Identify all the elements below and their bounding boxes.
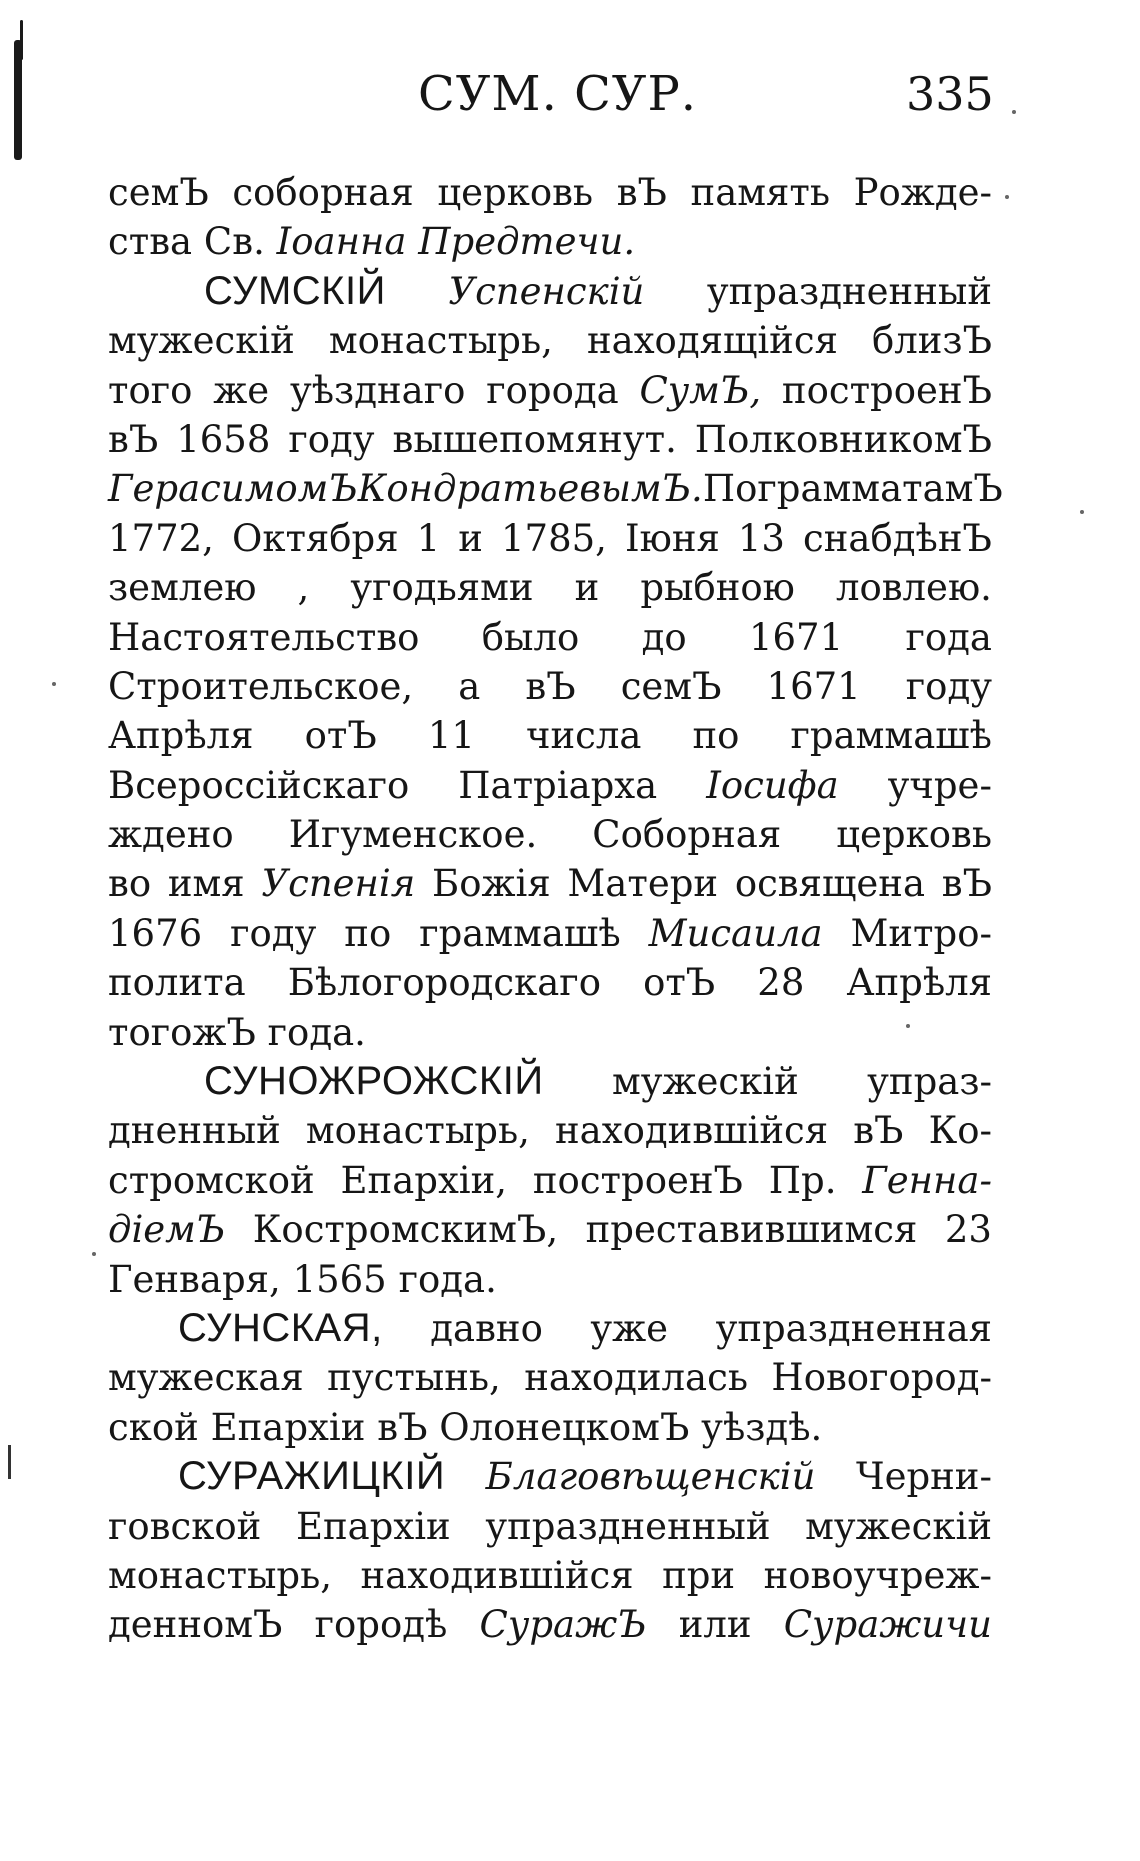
word: Черни- — [855, 1455, 992, 1499]
word: По — [702, 467, 758, 511]
word: ловлею. — [835, 566, 992, 610]
word: 1671 — [766, 664, 861, 708]
word: новоучреж- — [763, 1553, 992, 1597]
text-line — [108, 810, 992, 859]
word: было — [481, 615, 580, 659]
word: 13 — [737, 516, 785, 560]
text-line — [108, 1205, 992, 1254]
running-head: СУМ. СУР. — [418, 66, 698, 122]
word: Св. — [203, 220, 265, 264]
word: отЪ — [643, 961, 716, 1005]
word: 1785, — [500, 516, 607, 560]
word: находившійся — [555, 1109, 829, 1153]
text-line — [108, 1502, 992, 1551]
entry-heading: СУРАЖИЦКІЙ — [178, 1454, 446, 1499]
word: 1676 — [108, 911, 203, 955]
word: близЪ — [871, 319, 992, 363]
word: Божія — [432, 862, 551, 906]
page-body-text — [108, 168, 1003, 1650]
word: Генваря, — [108, 1257, 281, 1301]
word: денномЪ — [108, 1603, 283, 1647]
paper-speck — [52, 682, 56, 686]
word: Строительское, — [108, 664, 414, 708]
text-line — [108, 958, 992, 1007]
word: города — [486, 368, 619, 412]
word: того — [108, 368, 193, 412]
word: рыбною — [640, 566, 795, 610]
word: году — [905, 664, 992, 708]
binding-edge-mark-top — [20, 20, 23, 60]
word: ства — [108, 220, 193, 264]
word: вышепомянут. — [392, 417, 677, 461]
word: мужескій — [108, 319, 295, 363]
word: находилась — [524, 1356, 748, 1400]
word: упраздненный — [485, 1504, 771, 1548]
text-line — [108, 1156, 992, 1205]
word: Пр. — [768, 1158, 837, 1202]
word: и — [458, 516, 483, 560]
word: монастырь, — [328, 319, 553, 363]
word: 1565 — [292, 1257, 387, 1301]
text-line — [108, 316, 992, 365]
word: граммашѣ — [790, 714, 992, 758]
page-header — [0, 64, 1140, 124]
word: Бѣлогородскаго — [287, 961, 601, 1005]
word: мужеская — [108, 1356, 304, 1400]
word: 23 — [944, 1208, 992, 1252]
word: Октября — [232, 516, 399, 560]
italic-word: Іосифа — [706, 763, 839, 807]
word: мужескій — [611, 1060, 799, 1104]
text-line — [108, 1353, 992, 1402]
word: числа — [526, 714, 642, 758]
italic-word: ГерасимомЪ — [108, 467, 358, 511]
italic-word: Успенія — [261, 862, 416, 906]
word: освящена — [734, 862, 925, 906]
word: уѣзднаго — [289, 368, 466, 412]
italic-word: Генна- — [862, 1158, 992, 1202]
word: года — [905, 615, 992, 659]
word: семЪ — [108, 171, 209, 214]
word: Епархіи — [295, 1504, 451, 1548]
word: Епархіи, — [340, 1158, 508, 1202]
word: Апрѣля — [846, 961, 992, 1005]
word: имя — [167, 862, 245, 906]
word: упраздненная — [715, 1306, 992, 1350]
word: упраздненный — [706, 269, 992, 313]
paper-speck — [1005, 195, 1009, 199]
text-line — [108, 267, 992, 316]
italic-word: Іоанна — [276, 220, 407, 264]
word: построенЪ — [781, 368, 992, 412]
paper-speck — [92, 1252, 96, 1256]
italic-word: Благовѣщенскій — [485, 1455, 816, 1499]
word: уже — [590, 1306, 669, 1350]
word: полита — [108, 961, 246, 1005]
italic-word: КондратьевымЪ. — [357, 467, 703, 511]
text-line — [108, 464, 1003, 513]
text-line — [108, 1403, 992, 1452]
word: давно — [430, 1306, 543, 1350]
text-line — [108, 761, 992, 810]
text-line — [108, 711, 992, 760]
text-line — [108, 1304, 992, 1353]
word: же — [213, 368, 270, 412]
word: , — [297, 566, 310, 610]
word: вЪ — [853, 1109, 904, 1153]
word: вЪ — [525, 664, 576, 708]
word: монастырь, — [108, 1553, 333, 1597]
entry-heading: СУМСКІЙ — [204, 268, 386, 313]
word: во — [108, 862, 152, 906]
word: Настоятельство — [108, 615, 420, 659]
italic-word: Успенскій — [448, 269, 645, 313]
word: тогожЪ — [108, 1010, 256, 1054]
word: мужескій — [805, 1504, 992, 1548]
word: преставившимся — [585, 1208, 918, 1252]
word: уѣздѣ. — [701, 1405, 823, 1449]
word: угодьями — [350, 566, 534, 610]
text-line — [108, 1551, 992, 1600]
text-line — [108, 217, 992, 266]
word: стромской — [108, 1158, 315, 1202]
word: церковь — [437, 171, 594, 214]
italic-word: СуражЪ — [479, 1603, 647, 1647]
text-line — [108, 662, 992, 711]
word: Ко- — [928, 1109, 992, 1153]
word: году — [230, 911, 317, 955]
word: церковь — [836, 813, 992, 857]
page-number: 335 — [906, 67, 994, 121]
word: грамматамЪ — [757, 467, 1003, 511]
word: ждено — [108, 813, 234, 857]
word: семЪ — [620, 664, 722, 708]
word: Патріарха — [458, 763, 658, 807]
word: и — [574, 566, 600, 610]
word: дненный — [108, 1109, 281, 1153]
word: 28 — [757, 961, 805, 1005]
italic-word: СумЪ, — [639, 368, 762, 412]
word: ОлонецкомЪ — [439, 1405, 690, 1449]
word: ской — [108, 1405, 199, 1449]
word: по — [692, 714, 740, 758]
italic-word: Суражичи — [783, 1603, 992, 1647]
word: построенЪ — [532, 1158, 743, 1202]
text-line — [108, 1057, 992, 1106]
word: городѣ — [314, 1603, 448, 1647]
word: 1 — [416, 516, 441, 560]
text-line — [108, 1255, 992, 1304]
word: вЪ — [108, 417, 159, 461]
paper-speck — [906, 1024, 910, 1028]
word: 1658 — [176, 417, 271, 461]
word: находившійся — [360, 1553, 634, 1597]
word: Новогород- — [771, 1356, 992, 1400]
word: ПолковникомЪ — [694, 417, 992, 461]
word: соборная — [232, 171, 414, 214]
word: или — [678, 1603, 752, 1647]
word: а — [458, 664, 481, 708]
paper-speck — [1012, 110, 1016, 114]
text-line — [108, 859, 992, 908]
word: монастырь, — [305, 1109, 530, 1153]
text-line — [108, 1106, 992, 1155]
word: Митро- — [850, 911, 992, 955]
entry-heading: СУНОЖРОЖСКІЙ — [204, 1059, 544, 1104]
word: говской — [108, 1504, 262, 1548]
word: упраз- — [867, 1060, 992, 1104]
word: находящійся — [586, 319, 838, 363]
text-line — [108, 415, 992, 464]
italic-word: діемЪ — [108, 1208, 226, 1252]
text-line — [108, 366, 992, 415]
italic-word: Предтечи. — [418, 220, 636, 264]
paper-speck — [1080, 510, 1084, 514]
word: по — [344, 911, 392, 955]
word: землею — [108, 566, 257, 610]
word: Соборная — [592, 813, 782, 857]
word: года. — [398, 1257, 497, 1301]
word: пустынь, — [327, 1356, 501, 1400]
entry-heading: СУНСКАЯ, — [178, 1305, 383, 1350]
word: отЪ — [304, 714, 377, 758]
text-line — [108, 1452, 992, 1501]
word: 1772, — [108, 516, 214, 560]
text-line — [108, 168, 992, 217]
word: Матери — [567, 862, 719, 906]
text-line — [108, 563, 992, 612]
word: Іюня — [624, 516, 720, 560]
text-line — [108, 1600, 992, 1649]
text-line — [108, 1008, 992, 1057]
word: 1671 — [748, 615, 844, 659]
text-line — [108, 514, 992, 563]
margin-mark — [8, 1445, 11, 1479]
word: Всероссійскаго — [108, 763, 410, 807]
italic-word: Мисаила — [648, 911, 823, 955]
word: вЪ — [616, 171, 667, 214]
word: Игуменское. — [288, 813, 538, 857]
word: 11 — [427, 714, 475, 758]
word: Рожде- — [853, 171, 992, 214]
word: вЪ — [377, 1405, 428, 1449]
word: Епархіи — [210, 1405, 366, 1449]
word: память — [690, 171, 830, 214]
word: до — [641, 615, 687, 659]
word: вЪ — [941, 862, 992, 906]
word: года. — [267, 1010, 366, 1054]
text-line — [108, 613, 992, 662]
word: снабдѣнЪ — [803, 516, 992, 560]
word: граммашѣ — [419, 911, 621, 955]
word: КостромскимЪ, — [252, 1208, 559, 1252]
word: году — [288, 417, 375, 461]
word: при — [662, 1553, 736, 1597]
text-line — [108, 909, 992, 958]
word: Апрѣля — [108, 714, 254, 758]
word: учре- — [887, 763, 992, 807]
